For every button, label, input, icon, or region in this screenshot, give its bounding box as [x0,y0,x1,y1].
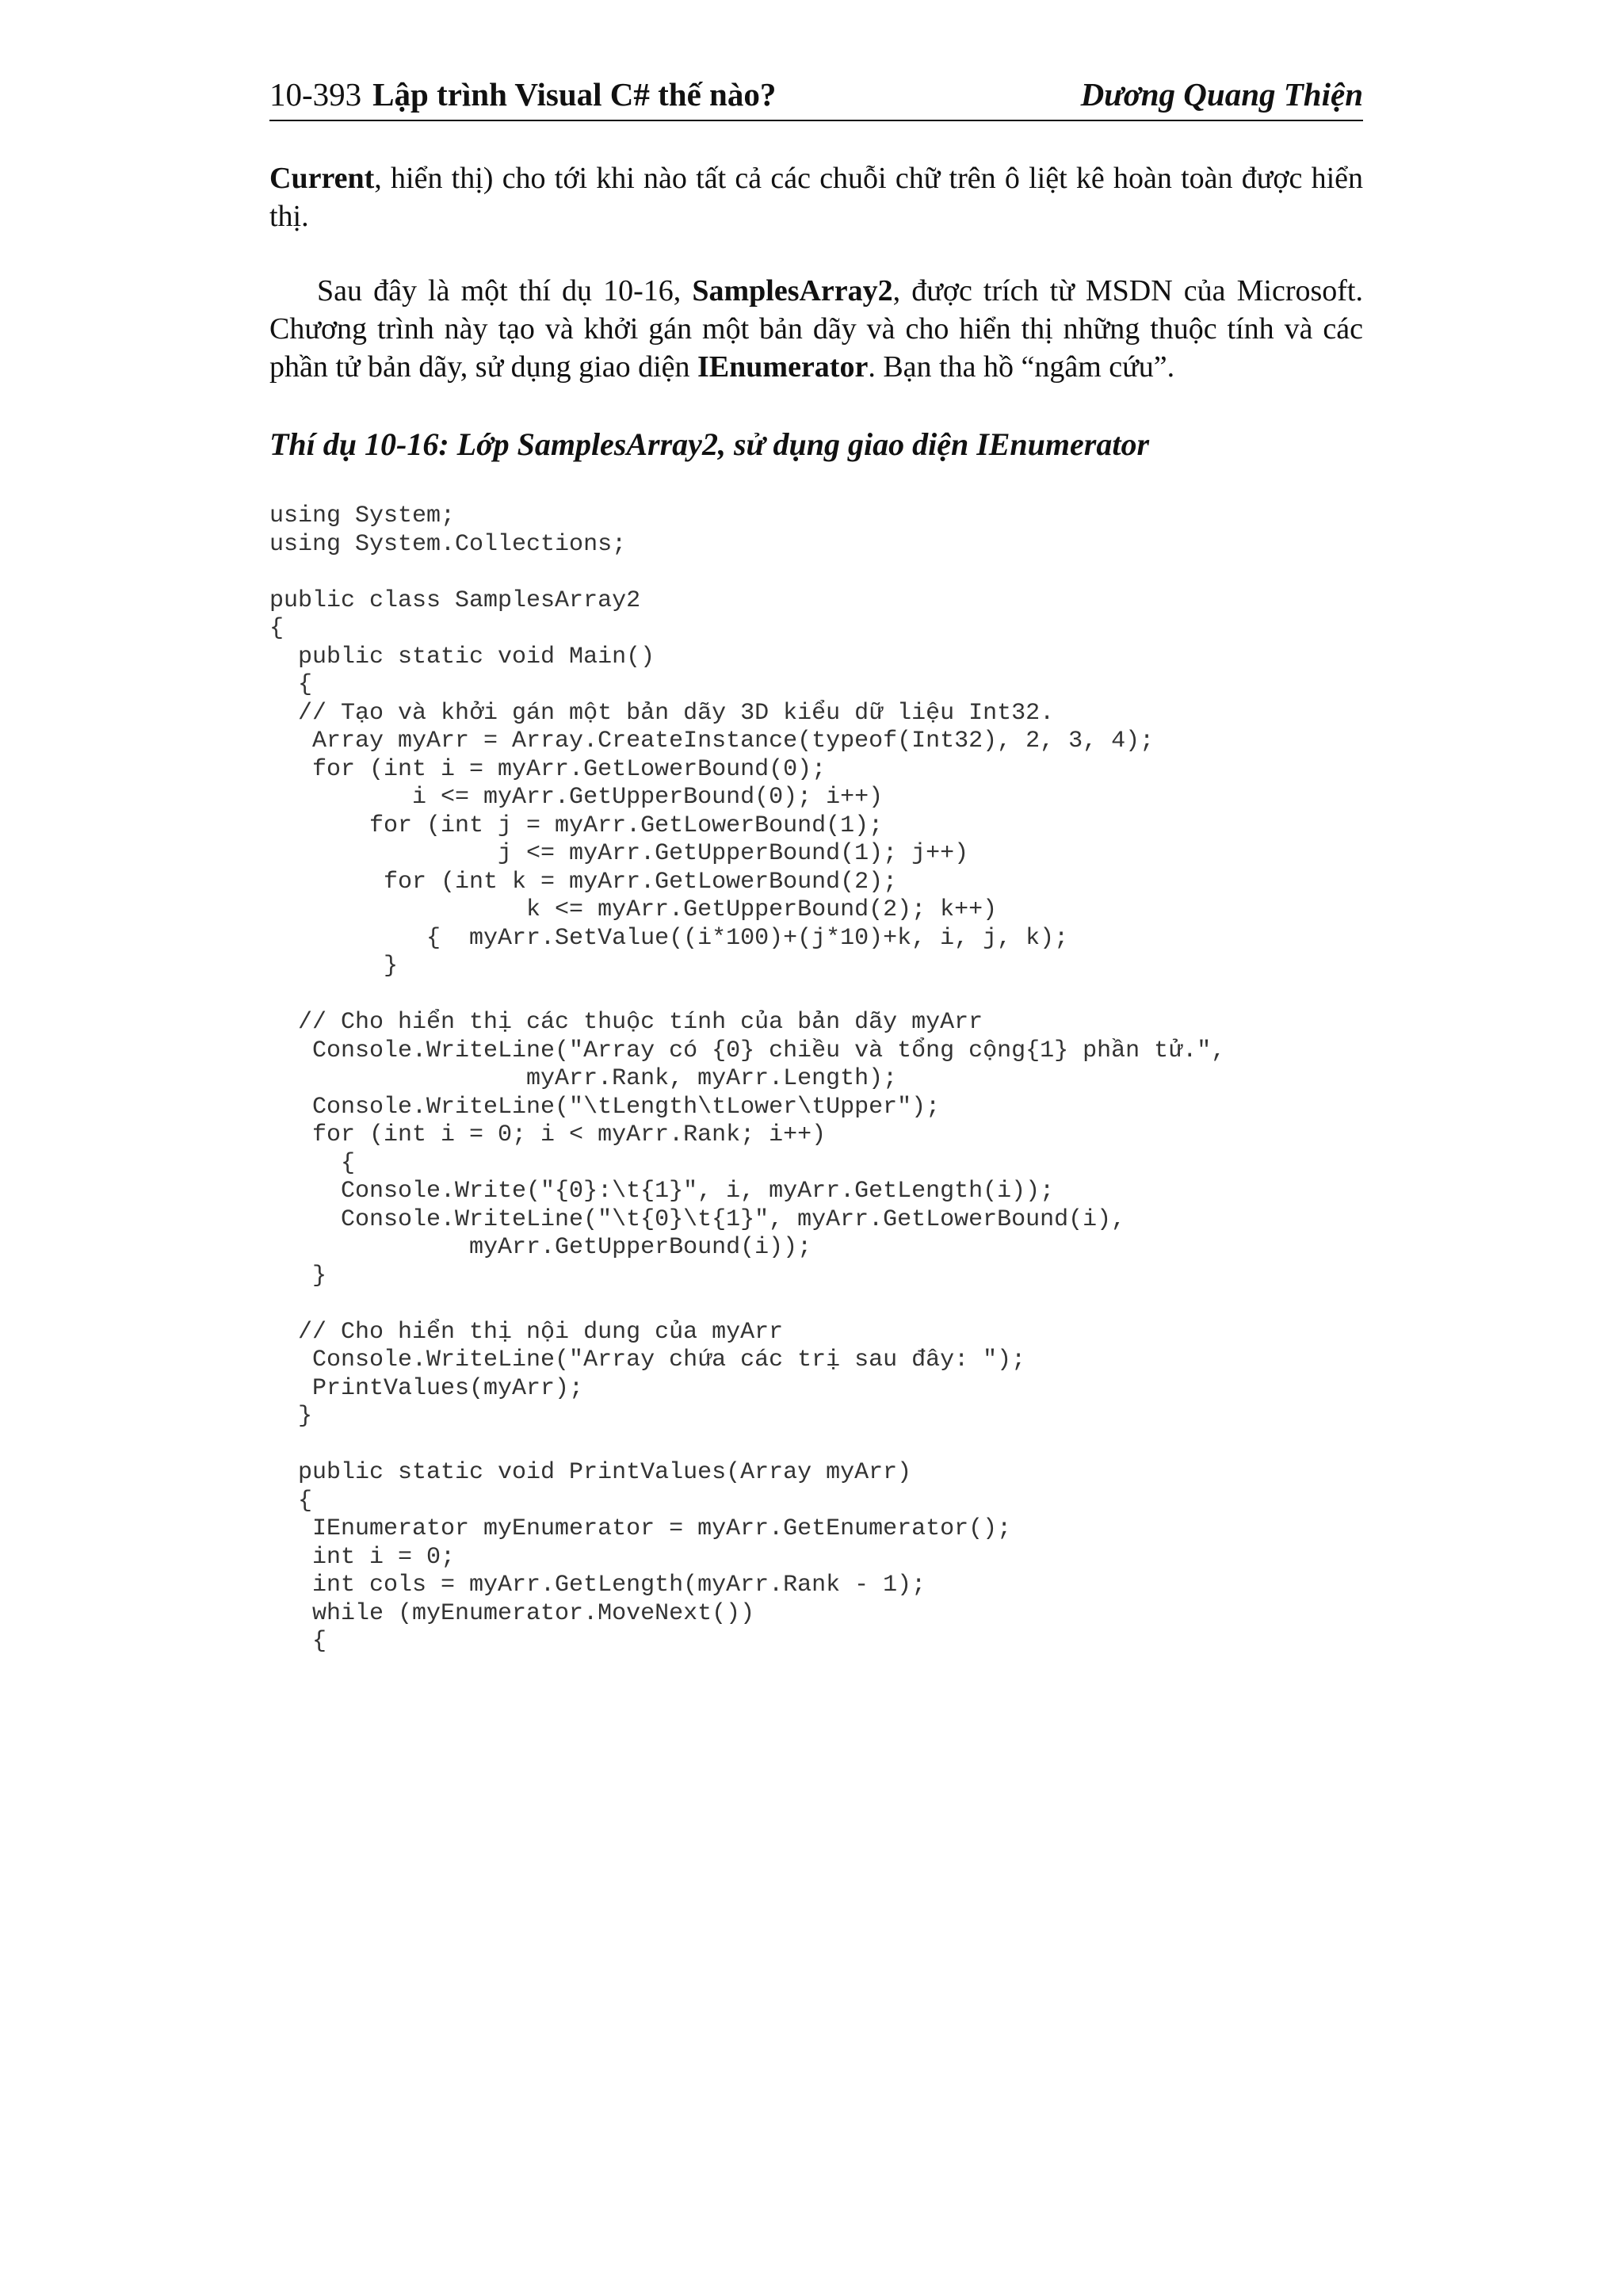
example-title: Thí dụ 10-16: Lớp SamplesArray2, sử dụng giao diện IEnumerator [269,426,1150,462]
header-left [269,75,776,113]
page-header [269,75,1363,121]
paragraph-continuation [269,159,1363,235]
code-listing: using System; using System.Collections; public class SamplesArray2 { public static void Main() { // Tạo và khởi gán một bản dãy 3D kiểu dữ liệu Int32. Array myArr = Array.CreateInstance(typeof(Int32), 2, 3, 4); for (int i = myArr.GetLowerBound(0); i <= myArr.GetUpperBound(0); i++) for (int j = myArr.GetLowerBound(1); j <= myArr.GetUpperBound(1); j++) for (int k = myArr.GetLowerBound(2); k <= myArr.GetUpperBound(2); k++) { myArr.SetValue((i*100)+(j*10)+k, i, j, k); } // Cho hiển thị các thuộc tính của bản dãy myArr Console.WriteLine("Array có {0} chiều và tổng cộng{1} phần tử.", myArr.Rank, myArr.Length); Console.WriteLine("\tLength\tLower\tUpper"); for (int i = 0; i < myArr.Rank; i++) { Console.Write("{0}:\t{1}", i, myArr.GetLength(i)); Console.WriteLine("\t{0}\t{1}", myArr.GetLowerBound(i), myArr.GetUpperBound(i)); } // Cho hiển thị nội dung của myArr Console.WriteLine("Array chứa các trị sau đây: "); PrintValues(myArr); } public static void PrintValues(Array myArr) { IEnumerator myEnumerator = myArr.GetEnumerator(); int i = 0; int cols = myArr.GetLength(myArr.Rank - 1); while (myEnumerator.MoveNext()) { [269,502,1226,1655]
bold-term-ienumerator: IEnumerator [697,350,869,384]
paragraph-text: Sau đây là một thí dụ 10-16, [317,274,693,308]
document-page [269,75,1363,1656]
paragraph-text: , được trích từ MSDN của Microsoft. Chương trình này tạo và khởi gán một bản dãy và cho hiển thị những thuộc tính và các phần tử bản dãy, sử dụng giao diện [269,274,1363,384]
paragraph-text: , hiển thị) cho tới khi nào tất cả các chuỗi chữ trên ô liệt kê hoàn toàn được hiển thị. [269,162,1363,233]
book-title: Lập trình Visual C# thế nào? [372,76,777,113]
author-name: Dương Quang Thiện [1080,76,1363,113]
bold-term-samplesarray2: SamplesArray2 [692,274,893,308]
page-number: 10-393 [269,76,362,113]
bold-term-current: Current [269,162,375,195]
paragraph-text: . Bạn tha hồ “ngâm cứu”. [868,350,1175,384]
paragraph-intro-example [269,272,1363,386]
